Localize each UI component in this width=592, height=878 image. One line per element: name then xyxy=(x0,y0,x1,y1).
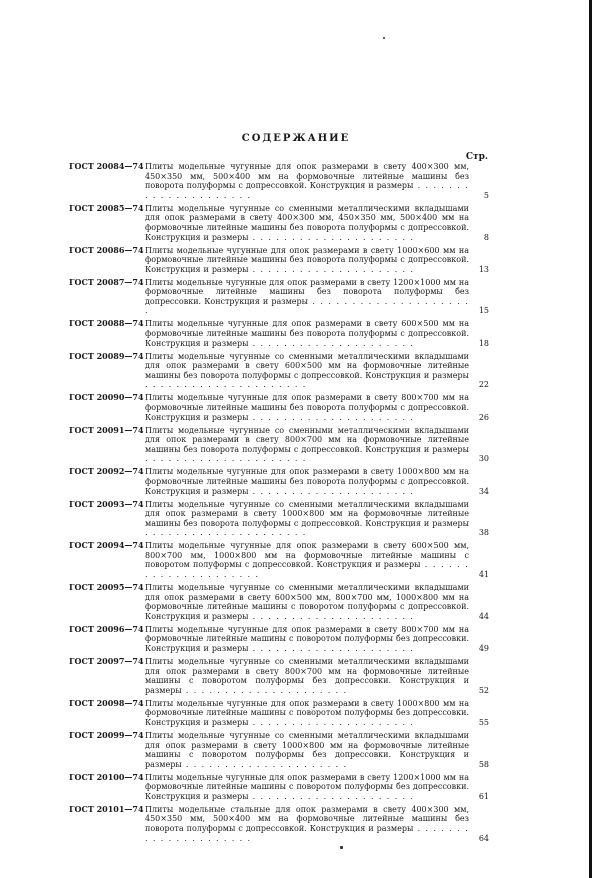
entry-description xyxy=(145,162,469,200)
standard-code: ГОСТ 20099—74 xyxy=(69,729,144,740)
standard-code: ГОСТ 20097—74 xyxy=(69,655,144,666)
entry-description xyxy=(145,657,469,695)
entry-description-text: Плиты модельные чугунные со сменными металлическими вкладышами для опок размерами в свету 800×700 мм на формовочные литейные машины без поворота полуформы с допрессовкой. Конструкция и размеры . . . xyxy=(145,426,469,464)
entry-description-text: Плиты модельные чугунные для опок размерами в свету 1000×800 мм на формовочные литейные машины без поворота полуформы с допрессовкой. Конструкция и размеры . . . xyxy=(145,467,469,495)
entry-description-text: Плиты модельные чугунные для опок размерами в свету 1000×800 мм на формовочные литейные машины с поворотом полуформы без допрессовки. Конструкция и размеры . . . xyxy=(145,699,469,727)
standard-code: ГОСТ 20084—74 xyxy=(69,161,144,171)
entry-description xyxy=(145,426,469,464)
toc-entry xyxy=(69,204,489,242)
page-number: 8 xyxy=(483,232,489,242)
entry-description-wrap xyxy=(145,583,469,621)
page-number: 5 xyxy=(483,190,489,200)
entry-description xyxy=(145,246,469,275)
entry-description-wrap xyxy=(145,246,469,275)
entry-description-wrap xyxy=(145,625,469,654)
entry-description xyxy=(145,319,469,348)
entry-description-text: Плиты модельные чугунные со сменными металлическими вкладышами для опок размерами в свету 600×500 мм, 800×700 мм, 1000×800 мм на формовочные литейные машины с поворотом полуформы с допрессовкой. Конструкция и размеры . . . xyxy=(145,583,469,621)
page-number: 22 xyxy=(478,380,489,390)
standard-code: ГОСТ 20095—74 xyxy=(69,582,144,593)
entry-description-wrap xyxy=(145,657,469,695)
page-number: 58 xyxy=(478,759,489,769)
entry-description-text: Плиты модельные чугунные для опок размерами в свету 1000×600 мм на формовочные литейные машины без поворота полуформы с допрессовкой. Конструкция и размеры . . . xyxy=(145,246,469,274)
page-column-header: Стр. xyxy=(465,152,488,162)
standard-code: ГОСТ 20093—74 xyxy=(69,498,144,509)
page-number: 49 xyxy=(478,644,489,653)
toc-entry xyxy=(69,625,489,654)
entry-description xyxy=(145,393,469,422)
entry-description-text: Плиты модельные чугунные для опок размерами в свету 400×300 мм, 450×350 мм, 500×400 мм на формовочные литейные машины без поворота полуформы с допрессовкой. Конструкция и размеры . . . xyxy=(145,162,469,200)
entry-description xyxy=(145,204,469,242)
entry-description-wrap xyxy=(145,467,469,496)
entry-description xyxy=(145,541,469,579)
entry-description-wrap xyxy=(145,805,469,843)
page-title: СОДЕРЖАНИЕ xyxy=(241,133,351,144)
entry-description-wrap xyxy=(145,699,469,728)
entry-description-text: Плиты модельные чугунные со сменными металлическими вкладышами для опок размерами в свету 1000×800 мм на формовочные литейные машины без поворота полуформы с допрессовкой. Конструкция и размеры . . . xyxy=(145,500,469,538)
entry-description-wrap xyxy=(145,204,469,242)
toc-entry xyxy=(69,699,489,728)
page-number: 64 xyxy=(478,833,489,843)
entry-description-wrap xyxy=(145,319,469,348)
entry-description-text: Плиты модельные чугунные для опок размерами в свету 1200×1000 мм на формовочные литейные машины без поворота полуформы без допрессовки. Конструкция и размеры . . . xyxy=(145,278,469,316)
toc-entry xyxy=(69,393,489,422)
page-number: 13 xyxy=(478,264,489,274)
table-of-contents xyxy=(69,162,489,847)
entry-description-text: Плиты модельные чугунные со сменными металлическими вкладышами для опок размерами в свету 600×500 мм на формовочные литейные машины без поворота полуформы с допрессовкой. Конструкция и размеры . . . xyxy=(145,352,469,390)
entry-description-text: Плиты модельные чугунные для опок размерами в свету 600×500 мм, 800×700 мм, 1000×800 мм на формовочные литейные машины с поворотом полуформы с допрессовкой. Конструкция и размеры . . . xyxy=(145,541,469,579)
page-number: 38 xyxy=(478,528,489,538)
standard-code: ГОСТ 20091—74 xyxy=(69,424,144,435)
toc-entry xyxy=(69,278,489,316)
page-number: 26 xyxy=(478,412,489,422)
standard-code: ГОСТ 20089—74 xyxy=(69,350,144,361)
entry-description xyxy=(145,278,469,316)
toc-entry xyxy=(69,162,489,200)
page-number: 34 xyxy=(478,486,489,496)
entry-description-text: Плиты модельные чугунные для опок размерами в свету 800×700 мм на формовочные литейные машины с поворотом полуформы без допрессовки. Конструкция и размеры . . . xyxy=(145,625,469,653)
page-number: 61 xyxy=(478,791,489,801)
toc-entry xyxy=(69,246,489,275)
entry-description-text: Плиты модельные чугунные со сменными металлическими вкладышами для опок размерами в свету 800×700 мм на формовочные литейные машины с поворотом полуформы без допрессовки. Конструкция и размеры . . . xyxy=(145,657,469,695)
standard-code: ГОСТ 20088—74 xyxy=(69,318,144,329)
standard-code: ГОСТ 20096—74 xyxy=(69,623,144,634)
entry-description-wrap xyxy=(145,541,469,579)
entry-description xyxy=(145,625,469,654)
toc-entry xyxy=(69,426,489,464)
entry-description-text: Плиты модельные чугунные со сменными металлическими вкладышами для опок размерами в свету 400×300 мм, 450×350 мм, 500×400 мм на формовочные литейные машины без поворота полуформы с допрессовкой. Конструкция и размеры . . . xyxy=(145,204,469,242)
entry-description xyxy=(145,699,469,728)
entry-description-text: Плиты модельные чугунные для опок размерами в свету 800×700 мм на формовочные литейные машины без поворота полуформы с допрессовкой. Конструкция и размеры . . . xyxy=(145,393,469,421)
standard-code: ГОСТ 20092—74 xyxy=(69,466,144,477)
page-number: 55 xyxy=(478,717,489,727)
entry-description xyxy=(145,805,469,843)
entry-description-text: Плиты модельные чугунные для опок размерами в свету 1200×1000 мм на формовочные литейные машины с поворотом полуформы без допрессовки. Конструкция и размеры . . . xyxy=(145,773,469,801)
entry-description xyxy=(145,500,469,538)
toc-entry xyxy=(69,657,489,695)
toc-entry xyxy=(69,352,489,390)
entry-description-wrap xyxy=(145,278,469,316)
toc-entry xyxy=(69,731,489,769)
standard-code: ГОСТ 20085—74 xyxy=(69,202,144,213)
entry-description-wrap xyxy=(145,500,469,538)
entry-description-wrap xyxy=(145,162,469,200)
entry-description xyxy=(145,467,469,496)
page-number: 15 xyxy=(478,306,489,316)
page-number: 30 xyxy=(478,454,489,464)
entry-description xyxy=(145,773,469,802)
standard-code: ГОСТ 20087—74 xyxy=(69,276,144,287)
toc-entry xyxy=(69,319,489,348)
entry-description-text: Плиты модельные стальные для опок размерами в свету 400×300 мм, 450×350 мм, 500×400 мм на формовочные литейные машины без поворота полуформы с допрессовкой. Конструкция и размеры . . . xyxy=(145,805,469,843)
standard-code: ГОСТ 20101—74 xyxy=(69,803,144,814)
toc-entry xyxy=(69,467,489,496)
standard-code: ГОСТ 20098—74 xyxy=(69,697,144,708)
entry-description xyxy=(145,352,469,390)
entry-description-text: Плиты модельные чугунные для опок размерами в свету 600×500 мм на формовочные литейные машины без поворота полуформы с допрессовкой. Конструкция и размеры . . . xyxy=(145,319,469,347)
page-number: 18 xyxy=(478,338,489,348)
toc-entry xyxy=(69,500,489,538)
scan-speck xyxy=(383,37,385,39)
toc-entry xyxy=(69,541,489,579)
standard-code: ГОСТ 20090—74 xyxy=(69,392,144,403)
standard-code: ГОСТ 20086—74 xyxy=(69,244,144,255)
entry-description-wrap xyxy=(145,426,469,464)
entry-description-text: Плиты модельные чугунные со сменными металлическими вкладышами для опок размерами в свету 1000×800 мм на формовочные литейные машины с поворотом полуформы без допрессовки. Конструкция и размеры . . . xyxy=(145,731,469,769)
page-number: 44 xyxy=(478,611,489,621)
page-number: 41 xyxy=(478,570,489,580)
entry-description xyxy=(145,583,469,621)
entry-description-wrap xyxy=(145,393,469,422)
entry-description-wrap xyxy=(145,352,469,390)
toc-entry xyxy=(69,773,489,802)
page-number: 52 xyxy=(478,685,489,695)
toc-entry xyxy=(69,583,489,621)
standard-code: ГОСТ 20100—74 xyxy=(69,771,144,782)
entry-description xyxy=(145,731,469,769)
entry-description-wrap xyxy=(145,773,469,802)
standard-code: ГОСТ 20094—74 xyxy=(69,540,144,551)
toc-entry xyxy=(69,805,489,843)
entry-description-wrap xyxy=(145,731,469,769)
